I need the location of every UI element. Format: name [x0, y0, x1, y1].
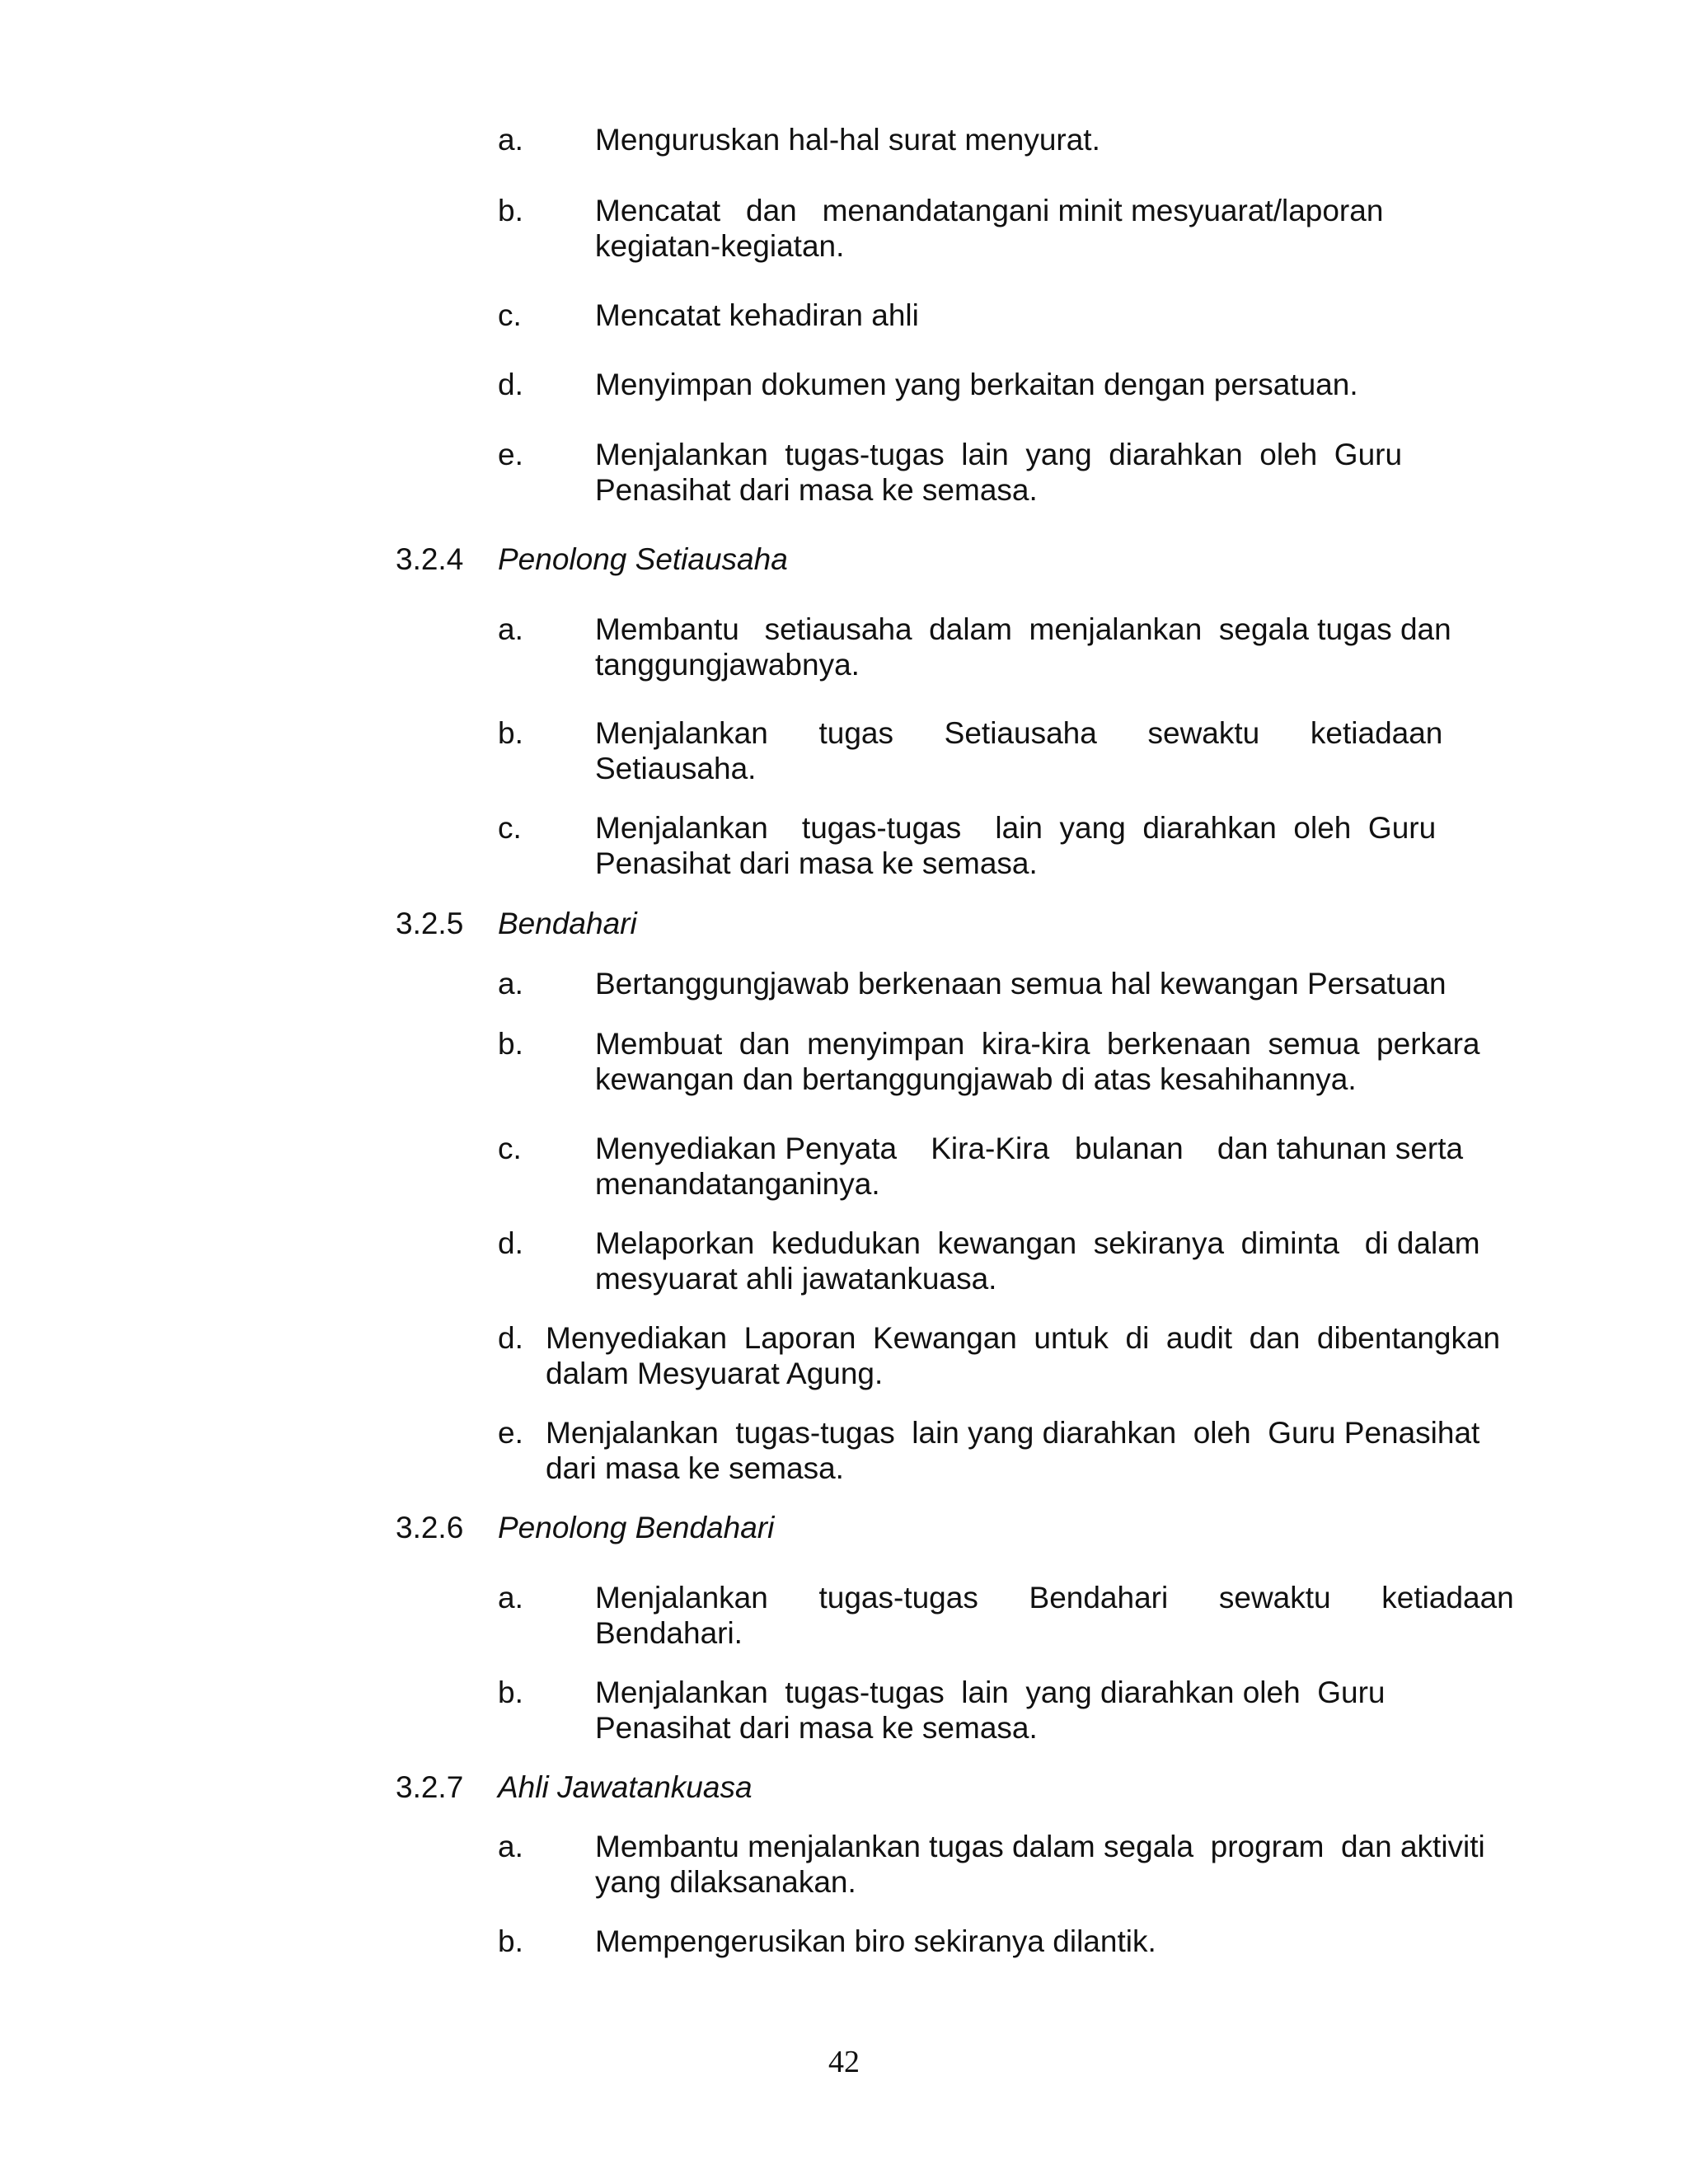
item-text: Membuat dan menyimpan kira-kira berkenaan semua perkara — [595, 1027, 1480, 1061]
item-label: e. — [498, 438, 523, 471]
item-label: b. — [498, 194, 523, 227]
item-label: c. — [498, 1132, 522, 1165]
item-text: Penasihat dari masa ke semasa. — [595, 846, 1038, 880]
item-text: Setiausaha. — [595, 752, 757, 785]
item-text: dari masa ke semasa. — [546, 1451, 844, 1485]
item-label: e. — [498, 1416, 523, 1450]
item-label: d. — [498, 1321, 523, 1355]
item-text: Membantu setiausaha dalam menjalankan segala tugas dan — [595, 612, 1451, 646]
item-label: b. — [498, 1675, 523, 1709]
item-text: Menjalankan tugas-tugas lain yang diarahkan oleh Guru Penasihat — [546, 1416, 1480, 1450]
item-text: Menjalankan tugas-tugas Bendahari sewaktu ketiadaan — [595, 1581, 1514, 1615]
item-label: a. — [498, 967, 523, 1001]
item-label: d. — [498, 1226, 523, 1260]
item-text: yang dilaksanakan. — [595, 1865, 856, 1899]
item-text: Penasihat dari masa ke semasa. — [595, 473, 1038, 507]
item-text: Menyimpan dokumen yang berkaitan dengan persatuan. — [595, 368, 1358, 401]
item-label: d. — [498, 368, 523, 401]
item-text: tanggungjawabnya. — [595, 648, 860, 682]
item-text: Mencatat dan menandatangani minit mesyuarat/laporan — [595, 194, 1384, 227]
item-text: Menguruskan hal-hal surat menyurat. — [595, 123, 1100, 157]
section-number: 3.2.4 — [396, 542, 464, 576]
section-title: Penolong Setiausaha — [498, 542, 788, 576]
item-label: c. — [498, 298, 522, 332]
item-label: b. — [498, 716, 523, 750]
item-text: Menjalankan tugas-tugas lain yang diarahkan oleh Guru — [595, 811, 1437, 845]
section-title: Penolong Bendahari — [498, 1511, 775, 1544]
item-label: a. — [498, 123, 523, 157]
section-number: 3.2.6 — [396, 1511, 464, 1544]
section-title: Bendahari — [498, 907, 637, 940]
item-text: Membantu menjalankan tugas dalam segala program dan aktiviti — [595, 1830, 1485, 1863]
item-label: c. — [498, 811, 522, 845]
item-text: mesyuarat ahli jawatankuasa. — [595, 1262, 997, 1296]
item-text: kewangan dan bertanggungjawab di atas kesahihannya. — [595, 1062, 1357, 1096]
section-number: 3.2.5 — [396, 907, 464, 940]
item-text: Mencatat kehadiran ahli — [595, 298, 919, 332]
item-text: Mempengerusikan biro sekiranya dilantik. — [595, 1924, 1156, 1958]
item-text: Menyediakan Penyata Kira-Kira bulanan dan tahunan serta — [595, 1132, 1464, 1165]
item-text: dalam Mesyuarat Agung. — [546, 1357, 884, 1390]
item-text: Penasihat dari masa ke semasa. — [595, 1711, 1038, 1745]
item-label: b. — [498, 1027, 523, 1061]
item-text: Menjalankan tugas-tugas lain yang diarahkan oleh Guru — [595, 438, 1403, 471]
item-text: Menjalankan tugas Setiausaha sewaktu ketiadaan — [595, 716, 1443, 750]
item-text: menandatanganinya. — [595, 1167, 880, 1201]
item-text: Bertanggungjawab berkenaan semua hal kewangan Persatuan — [595, 967, 1447, 1001]
item-text: Menjalankan tugas-tugas lain yang diarahkan oleh Guru — [595, 1675, 1386, 1709]
item-label: a. — [498, 1581, 523, 1615]
section-number: 3.2.7 — [396, 1770, 464, 1804]
item-label: a. — [498, 1830, 523, 1863]
item-text: Bendahari. — [595, 1616, 743, 1650]
item-text: Melaporkan kedudukan kewangan sekiranya diminta di dalam — [595, 1226, 1480, 1260]
item-label: a. — [498, 612, 523, 646]
section-title: Ahli Jawatankuasa — [498, 1770, 753, 1804]
item-label: b. — [498, 1924, 523, 1958]
item-text: kegiatan-kegiatan. — [595, 229, 845, 263]
page-number: 42 — [828, 2045, 860, 2079]
item-text: Menyediakan Laporan Kewangan untuk di audit dan dibentangkan — [546, 1321, 1501, 1355]
